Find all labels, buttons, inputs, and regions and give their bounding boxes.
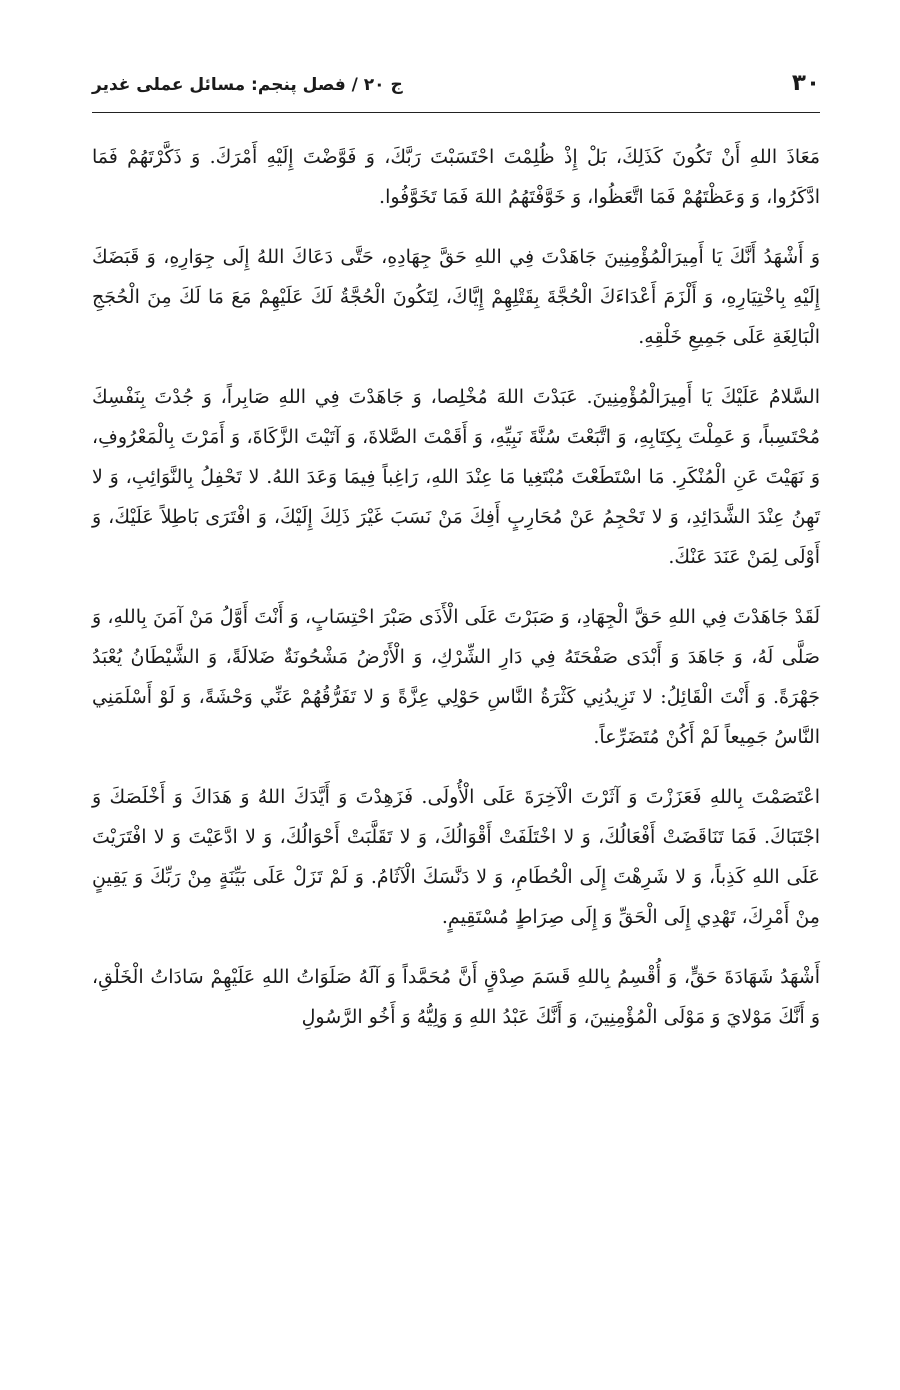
paragraph-2: وَ أَشْهَدُ أَنَّكَ يَا أَمِيرَالْمُؤْمِنِينَ جَاهَدْتَ فِي اللهِ حَقَّ جِهَادِهِ، حَتَّى دَعَاكَ اللهُ إِلَى جِوَارِهِ، وَ قَبَضَكَ إِلَيْهِ بِاخْتِيَارِهِ، وَ أَلْزَمَ أَعْدَاءَكَ الْحُجَّةَ بِقَتْلِهِمْ إِيَّاكَ، لِتَكُونَ الْحُجَّةُ لَكَ عَلَيْهِمْ مَعَ مَا لَكَ مِنَ الْحُجَجِ الْبَالِغَةِ عَلَى جَمِيعِ خَلْقِهِ. xyxy=(92,246,820,348)
book-page xyxy=(92,70,820,1057)
chapter-title: ج ۲۰ / فصل پنجم: مسائل عملی غدیر xyxy=(92,75,403,95)
page-number: ۳۰ xyxy=(791,70,820,96)
running-header xyxy=(92,70,820,113)
body-text xyxy=(92,137,820,1037)
paragraph-4: لَقَدْ جَاهَدْتَ فِي اللهِ حَقَّ الْجِهَادِ، وَ صَبَرْتَ عَلَى الْأَذَى صَبْرَ احْتِسَابٍ، وَ أَنْتَ أَوَّلُ مَنْ آمَنَ بِاللهِ، وَ صَلَّى لَهُ، وَ جَاهَدَ وَ أَبْدَى صَفْحَتَهُ فِي دَارِ الشِّرْكِ، وَ الْأَرْضُ مَشْحُونَةٌ ضَلالَةً، وَ الشَّيْطَانُ يُعْبَدُ جَهْرَةً. وَ أَنْتَ الْقَائِلُ: لا تَزِيدُنِي كَثْرَةُ النَّاسِ حَوْلِي عِزَّةً وَ لا تَفَرُّقُهُمْ عَنِّي وَحْشَةً، وَ لَوْ أَسْلَمَنِي النَّاسُ جَمِيعاً لَمْ أَكُنْ مُتَضَرِّعاً. xyxy=(92,606,820,748)
paragraph-3: السَّلامُ عَلَيْكَ يَا أَمِيرَالْمُؤْمِنِينَ. عَبَدْتَ اللهَ مُخْلِصا، وَ جَاهَدْتَ فِي اللهِ صَابِراً، وَ جُدْتَ بِنَفْسِكَ مُحْتَسِباً، وَ عَمِلْتَ بِكِتَابِهِ، وَ اتَّبَعْتَ سُنَّةَ نَبِيِّهِ، وَ أَقَمْتَ الصَّلاةَ، وَ آتَيْتَ الزَّكَاةَ، وَ أَمَرْتَ بِالْمَعْرُوفِ، وَ نَهَيْتَ عَنِ الْمُنْكَرِ. مَا اسْتَطَعْتَ مُبْتَغِيا مَا عِنْدَ اللهِ، رَاغِباً فِيمَا وَعَدَ اللهُ. لا تَحْفِلُ بِالنَّوَائِبِ، وَ لا تَهِنُ عِنْدَ الشَّدَائِدِ، وَ لا تَحْجِمُ عَنْ مُحَارِبٍ أَفِكَ مَنْ نَسَبَ غَيْرَ ذَلِكَ إِلَيْكَ، وَ افْتَرَى بَاطِلاً عَلَيْكَ، وَ أَوْلَى لِمَنْ عَنَدَ عَنْكَ. xyxy=(92,386,820,568)
paragraph-6: أَشْهَدُ شَهَادَةَ حَقٍّ، وَ أُقْسِمُ بِاللهِ قَسَمَ صِدْقٍ أَنَّ مُحَمَّداً وَ آلَهُ صَلَوَاتُ اللهِ عَلَيْهِمْ سَادَاتُ الْخَلْقِ، وَ أَنَّكَ مَوْلايَ وَ مَوْلَى الْمُؤْمِنِينَ، وَ أَنَّكَ عَبْدُ اللهِ وَ وَلِيُّهُ وَ أَخُو الرَّسُولِ xyxy=(92,966,820,1028)
paragraph-1: مَعَاذَ اللهِ أَنْ تَكُونَ كَذَلِكَ، بَلْ إِذْ ظُلِمْتَ احْتَسَبْتَ رَبَّكَ، وَ فَوَّضْتَ إِلَيْهِ أَمْرَكَ. وَ ذَكَّرْتَهُمْ فَمَا ادَّكَرُوا، وَ وَعَظْتَهُمْ فَمَا اتَّعَظُوا، وَ خَوَّفْتَهُمُ اللهَ فَمَا تَخَوَّفُوا. xyxy=(92,146,820,208)
paragraph-5: اعْتَصَمْتَ بِاللهِ فَعَزَزْتَ وَ آثَرْتَ الْآخِرَةَ عَلَى الْأُولَى. فَزَهِدْتَ وَ أَيَّدَكَ اللهُ وَ هَدَاكَ وَ أَخْلَصَكَ وَ اجْتَبَاكَ. فَمَا تَنَاقَضَتْ أَفْعَالُكَ، وَ لا اخْتَلَفَتْ أَقْوَالُكَ، وَ لا تَقَلَّبَتْ أَحْوَالُكَ، وَ لا ادَّعَيْتَ وَ لا افْتَرَيْتَ عَلَى اللهِ كَذِباً، وَ لا شَرِهْتَ إِلَى الْحُطَامِ، وَ لا دَنَّسَكَ الْآثَامُ. وَ لَمْ تَزَلْ عَلَى بَيِّنَةٍ مِنْ رَبِّكَ وَ يَقِينٍ مِنْ أَمْرِكَ، تَهْدِي إِلَى الْحَقِّ وَ إِلَى صِرَاطٍ مُسْتَقِيمٍ. xyxy=(92,786,820,928)
